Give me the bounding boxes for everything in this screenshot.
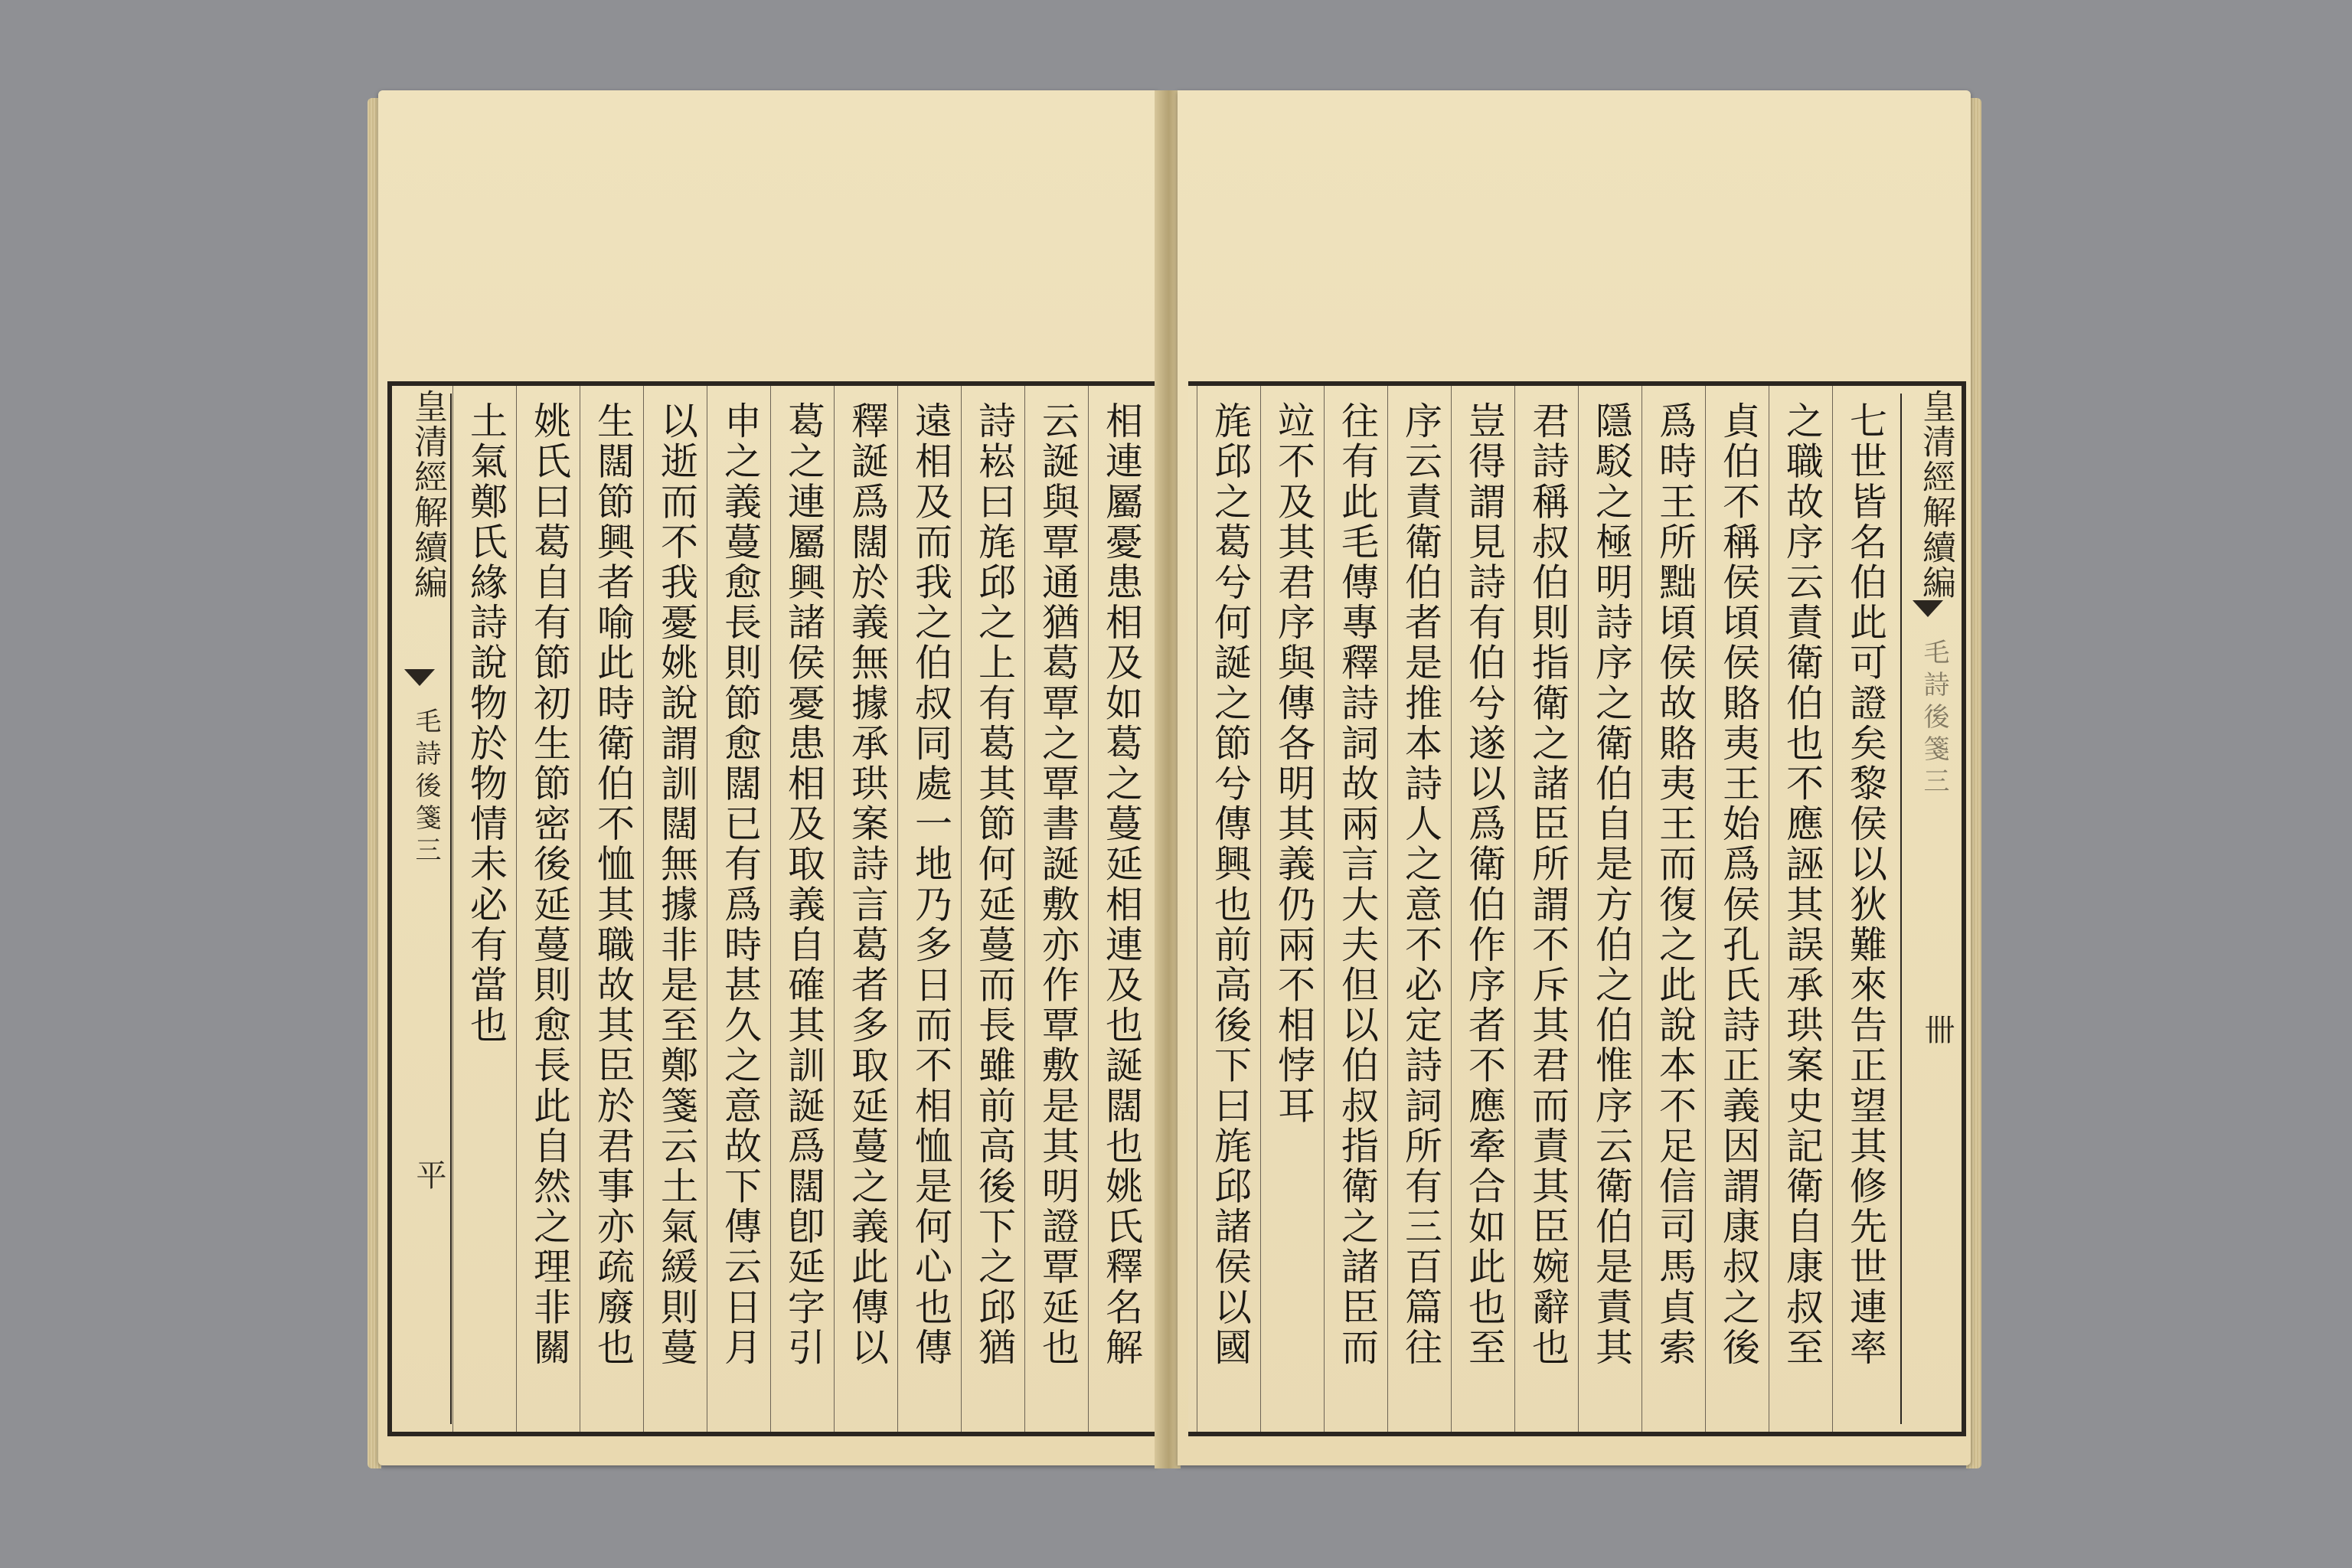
right-margin-title: 皇清經解續編 <box>1916 389 1955 600</box>
column-rule <box>1324 386 1325 1432</box>
column-rule <box>1578 386 1579 1432</box>
text-column: 豈得謂見詩有伯兮遂以爲衛伯作序者不應牽合如此也至 <box>1462 401 1507 1368</box>
text-column: 之職故序云責衛伯也不應誣其誤承珙案史記衛自康叔至 <box>1780 401 1824 1368</box>
text-column: 遠相及而我之伯叔同處一地乃多日而不相恤是何心也傳 <box>909 401 953 1368</box>
column-rule <box>1387 386 1388 1432</box>
column-rule <box>770 386 771 1432</box>
right-page-frame <box>1188 381 1966 1436</box>
book-gutter <box>1155 90 1181 1468</box>
text-column: 土氣鄭氏緣詩說物於物情未必有當也 <box>464 401 508 1046</box>
left-section-label: 毛詩後箋三 <box>410 707 441 868</box>
text-column: 爲時王所黜頃侯故賂夷王而復之此說本不足信司馬貞索 <box>1653 401 1697 1368</box>
text-column: 生闊節興者喻此時衛伯不恤其職故其臣於君事亦疏廢也 <box>591 401 635 1368</box>
open-book <box>368 90 1981 1473</box>
column-rule <box>1024 386 1025 1432</box>
column-rule <box>1260 386 1261 1432</box>
column-rule <box>1088 386 1089 1432</box>
text-column: 隱駁之極明詩序之衛伯自是方伯之伯惟序云衛伯是責其 <box>1589 401 1634 1368</box>
column-rule <box>1832 386 1833 1432</box>
text-column: 君詩稱叔伯則指衛之諸臣所謂不斥其君而責其臣婉辭也 <box>1526 401 1570 1368</box>
left-margin-title: 皇清經解續編 <box>408 389 447 600</box>
text-column: 以逝而不我憂姚說謂訓闊無據非是至鄭箋云土氣緩則蔓 <box>655 401 699 1368</box>
left-fishtail-mark <box>404 669 435 686</box>
text-column: 葛之連屬興諸侯憂患相及取義自確其訓誕爲闊卽延字引 <box>782 401 826 1368</box>
text-column: 云誕與覃通猶葛覃之覃書誕敷亦作覃敷是其明證覃延也 <box>1036 401 1080 1368</box>
right-folio: 卌 <box>1919 1014 1955 1044</box>
left-page-frame <box>387 381 1161 1436</box>
column-rule <box>452 386 453 1432</box>
text-column: 貞伯不稱侯頃侯賂夷王始爲侯孔氏詩正義因謂康叔之後 <box>1717 401 1761 1368</box>
left-folio: 平 <box>411 1159 446 1190</box>
column-rule <box>1514 386 1515 1432</box>
text-column: 釋誕爲闊於義無據承珙案詩言葛者多取延蔓之義此傳以 <box>845 401 890 1368</box>
column-rule <box>1451 386 1452 1432</box>
column-rule <box>897 386 898 1432</box>
right-section-label: 毛詩後箋三 <box>1919 639 1949 799</box>
right-fishtail-mark <box>1913 600 1943 617</box>
column-rule <box>834 386 835 1432</box>
text-column: 七世皆名伯此可證矣黎侯以狄難來告正望其修先世連率 <box>1844 401 1888 1368</box>
column-rule <box>1705 386 1706 1432</box>
text-column: 姚氏曰葛自有節初生節密後延蔓則愈長此自然之理非關 <box>528 401 572 1368</box>
column-rule <box>643 386 644 1432</box>
text-column: 竝不及其君序與傳各明其義仍兩不相悖耳 <box>1272 401 1316 1126</box>
text-column: 相連屬憂患相及如葛之蔓延相連及也誕闊也姚氏釋名解 <box>1099 401 1144 1368</box>
text-column: 詩崧曰旄邱之上有葛其節何延蔓而長雖前高後下之邱猶 <box>972 401 1017 1368</box>
text-column: 序云責衛伯者是推本詩人之意不必定詩詞所有三百篇往 <box>1399 401 1443 1368</box>
text-column: 往有此毛傳專釋詩詞故兩言大夫但以伯叔指衛之諸臣而 <box>1335 401 1380 1368</box>
right-margin-rule <box>1900 394 1902 1424</box>
column-rule <box>516 386 517 1432</box>
column-rule <box>961 386 962 1432</box>
text-column: 申之義蔓愈長則節愈闊已有爲時甚久之意故下傳云日月 <box>718 401 763 1368</box>
text-column: 旄邱之葛兮何誕之節兮傳興也前高後下曰旄邱諸侯以國 <box>1208 401 1253 1368</box>
